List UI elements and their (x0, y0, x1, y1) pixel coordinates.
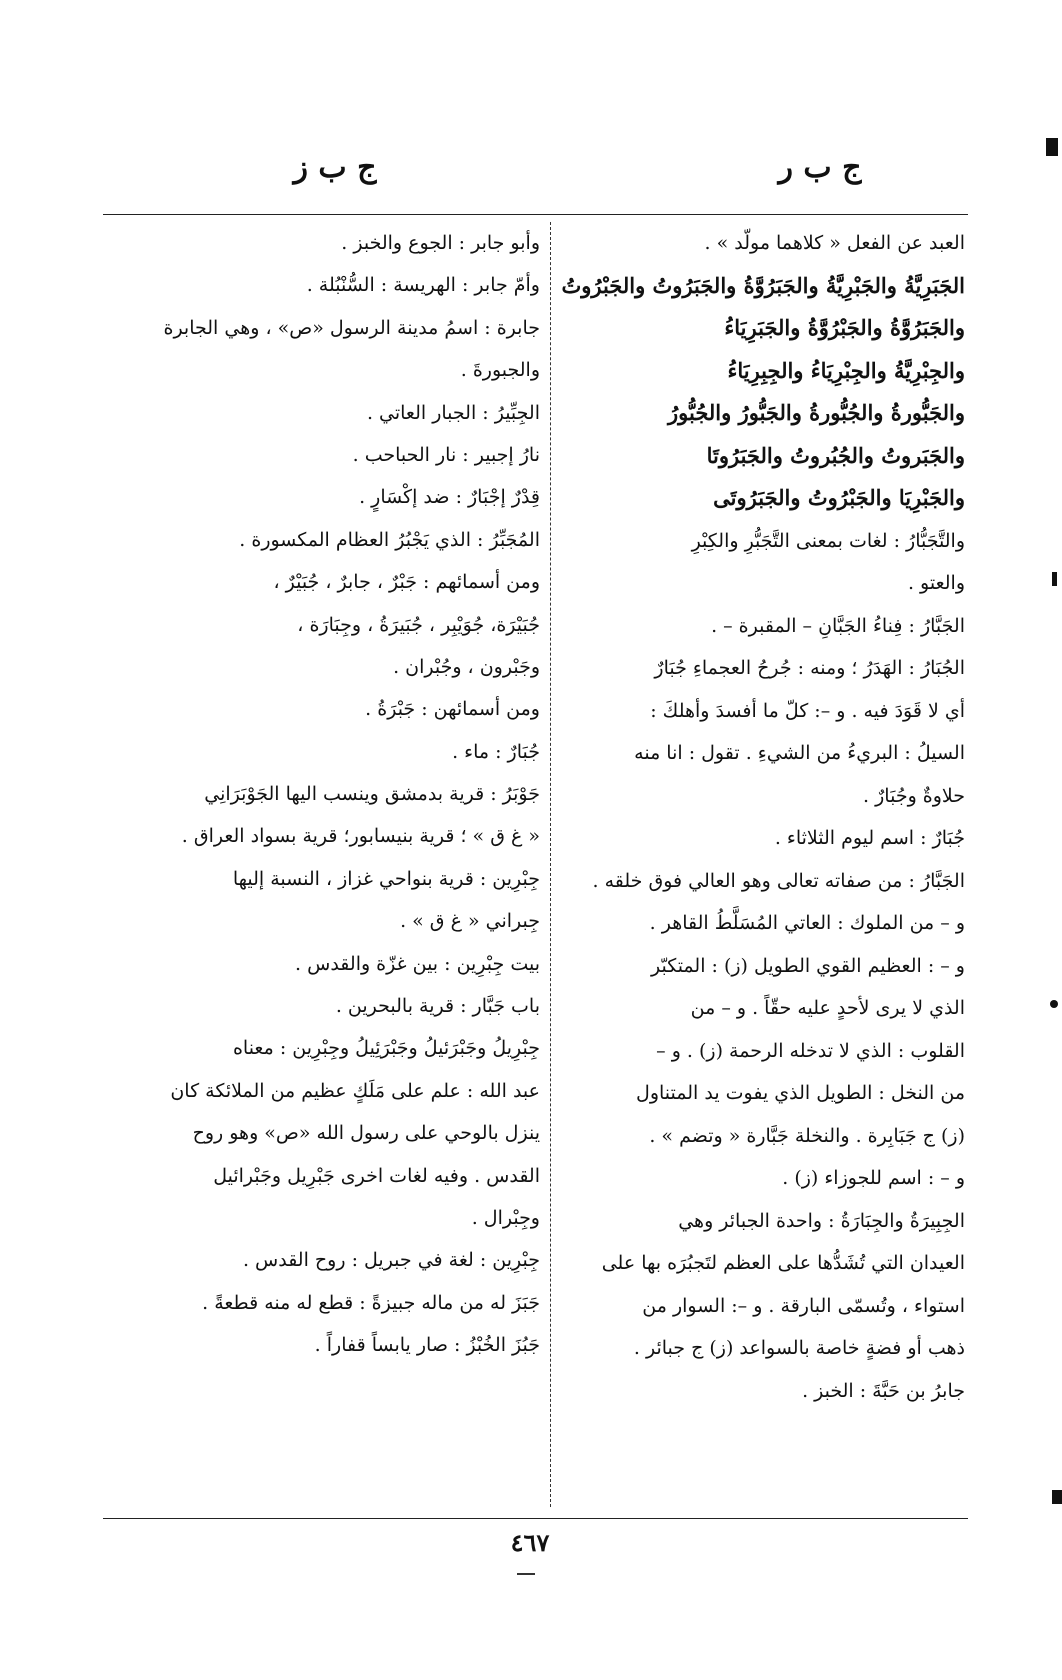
entry-line: الجِبِّيرُ : الجبار العاتي . (366, 401, 540, 424)
entry-line: والجِبْرِيَّةُ والجِبْرِيَاءُ والجِبِرِيَاءُ (727, 357, 965, 383)
scan-mark (1046, 138, 1058, 156)
entry-line: ذهب أو فضةٍ خاصة بالسواعد (ز) ج جبائر . (633, 1337, 965, 1359)
entry-line: جِبْرِين : قرية بنواحي غزاز ، النسبة إليها (232, 867, 540, 890)
scan-mark (1050, 1000, 1058, 1008)
entry-line: جُبَيْرَة، جُوَيْبِر ، جُبَيرَةُ ، وجِبَارَة ، (297, 613, 540, 636)
entry-line: الجَبَرِيَّةُ والجَبْرِيَّةُ والجَبَرُوَّةُ والجَبَرُوتُ والجَبْرُوتُ (561, 272, 965, 298)
entry-line: القدس . وفيه لغات اخرى جَبْرِيل وجَبْرائيل (213, 1164, 540, 1187)
entry-line: الجَبَّارُ : من صفاته تعالى وهو العالي فوق خلقه . (592, 869, 965, 892)
entry-line: جابرة : اسمُ مدينة الرسول «ص» ، وهي الجابرة (163, 316, 540, 339)
column-divider (550, 222, 551, 1507)
entry-line: والجَبَروتُ والجُبُروتُ والجَبَرُوتَا (706, 442, 965, 468)
entry-line: والجَبَرُوَّةُ والجَبْرُوَّةُ والجَبَرِيَاءُ (724, 315, 965, 340)
entry-line: جابرُ بن حَبَّةَ : الخبز . (802, 1379, 965, 1402)
left-column (104, 222, 540, 1409)
entry-line: « غ ق » ؛ قرية بنيسابور؛ قرية بسواد العراق . (181, 825, 540, 848)
entry-line: وجِبْرال . (471, 1206, 540, 1229)
entry-line: بيت جِبْرِين : بين غزّة والقدس . (295, 952, 540, 975)
entry-line: جِبراني « غ ق » . (400, 910, 540, 933)
entry-line: الجُبَارُ : الهَدَرُ ؛ ومنه : جُرحُ العجماءِ جُبَارٌ (654, 657, 965, 679)
entry-line: و – : اسم للجوزاء (ز) . (782, 1167, 965, 1189)
entry-line: (ز) ج جَبَابِرة . والنخلة جَبَّارة « وتضم » . (649, 1124, 965, 1147)
footer-rule (103, 1518, 968, 1519)
entry-line: وأبو جابر : الجوع والخبز . (341, 232, 540, 254)
entry-line: جَبَزَ له من ماله جبيزةً : قطع له منه قطعةً . (202, 1291, 540, 1314)
entry-line: جَوْبَرُ : قرية بدمشق وينسب اليها الجَوْبَرَانِي (204, 783, 540, 806)
entry-line: ينزل بالوحي على رسول الله «ص» وهو روح (192, 1122, 540, 1145)
entry-line: المُجَبِّرُ : الذي يَجْبُرُ العظام المكسورة . (239, 528, 540, 551)
entry-line: نارُ إجبير : نار الحباحب . (352, 443, 540, 466)
entry-line: وأمّ جابر : الهريسة : السُّنْبُلة . (306, 274, 540, 297)
entry-line: عبد الله : علم على مَلَكٍ عظيم من الملائكة كان (170, 1079, 540, 1102)
entry-line: أي لا قَوَدَ فيه . و –: كلّ ما أفسدَ وأهلكَ : (650, 699, 965, 722)
entry-line: جِبْرِيلُ وجَبْرَئيلُ وجَبْرَئِيلُ وجِبْرِين : معناه (232, 1037, 540, 1060)
right-column (560, 222, 965, 1412)
entry-line: جُبَارٌ : اسم ليوم الثلاثاء . (774, 827, 965, 849)
entry-line: والتَّجَبُّارُ : لغات بمعنى التَّجَبُّرِ والكِبْرِ (691, 529, 965, 552)
entry-line: الجِبِيرَةُ والجِبَارَةُ : واحدة الجبائر وهي (678, 1209, 965, 1232)
entry-line: جُبَارٌ : ماء . (452, 740, 540, 763)
entry-line: وجَبْرون ، وجُبْران . (393, 655, 540, 678)
entry-line: ومن أسمائهم : جَبْرٌ ، جابرٌ ، جُبَيْرٌ ، (273, 571, 540, 594)
entry-line: السيلُ : البريءُ من الشيءِ . تقول : انا منه (634, 742, 965, 764)
header-rule (103, 214, 968, 215)
running-head-left: ج ب ز (293, 150, 377, 185)
entry-line: القلوب : الذي لا تدخله الرحمة (ز) . و – (656, 1039, 965, 1062)
entry-line: من النخل : الطويل الذي يفوت يد المتناول (636, 1082, 965, 1104)
scan-mark (1052, 1490, 1062, 1504)
running-head-right: ج ب ر (778, 150, 862, 185)
entry-line: جِبْرِين : لغة في جبريل : روح القدس . (242, 1249, 540, 1272)
entry-line: والجَبْرِيَا والجَبْرُوتُ والجَبَرُوتَى (713, 485, 965, 510)
entry-line: و – : العظيم القوي الطويل (ز) : المتكبّر (650, 954, 965, 977)
scan-mark (1052, 572, 1057, 586)
entry-line: والجَبُّورةُ والجُبُّورةُ والجَبُّورُ والجُبُّورُ (668, 400, 965, 425)
entry-line: والجبورةَ . (460, 359, 540, 382)
entry-line: و – من الملوك : العاتي المُسَلَّطُ القاهر . (649, 912, 965, 934)
entry-line: قِدْرٌ إجْبَارٌ : ضد إكْسَارٍ . (359, 486, 540, 509)
entry-line: باب جَبَّار : قرية بالبحرين . (335, 995, 540, 1018)
entry-line: حلاوةٌ وجُبَارٌ . (863, 784, 965, 807)
entry-line: العيدان التي تُشَدُّها على العظم لتَجبُرَه بها على (601, 1252, 965, 1274)
entry-line: جَبُزَ الخُبْزُ : صار يابساً قفاراً . (314, 1334, 540, 1357)
entry-line: والعتو . (907, 572, 965, 594)
entry-line: العبد عن الفعل « كلاهما مولّد » . (704, 232, 965, 254)
entry-line: الجَبَّارُ : فِناءُ الجَبَّانِ – المقبرة – . (711, 614, 965, 637)
entry-line: استواء ، وتُسمّى البارقة . و –: السوار من (642, 1294, 965, 1317)
page-number: ٤٦٧ (510, 1528, 550, 1557)
entry-line: الذي لا يرى لأحدٍ عليه حقّاً . و – من (690, 997, 965, 1019)
folio-dash (517, 1573, 535, 1575)
entry-line: ومن أسمائهن : جَبْرَةُ . (365, 698, 540, 721)
entry-line (104, 1367, 540, 1409)
